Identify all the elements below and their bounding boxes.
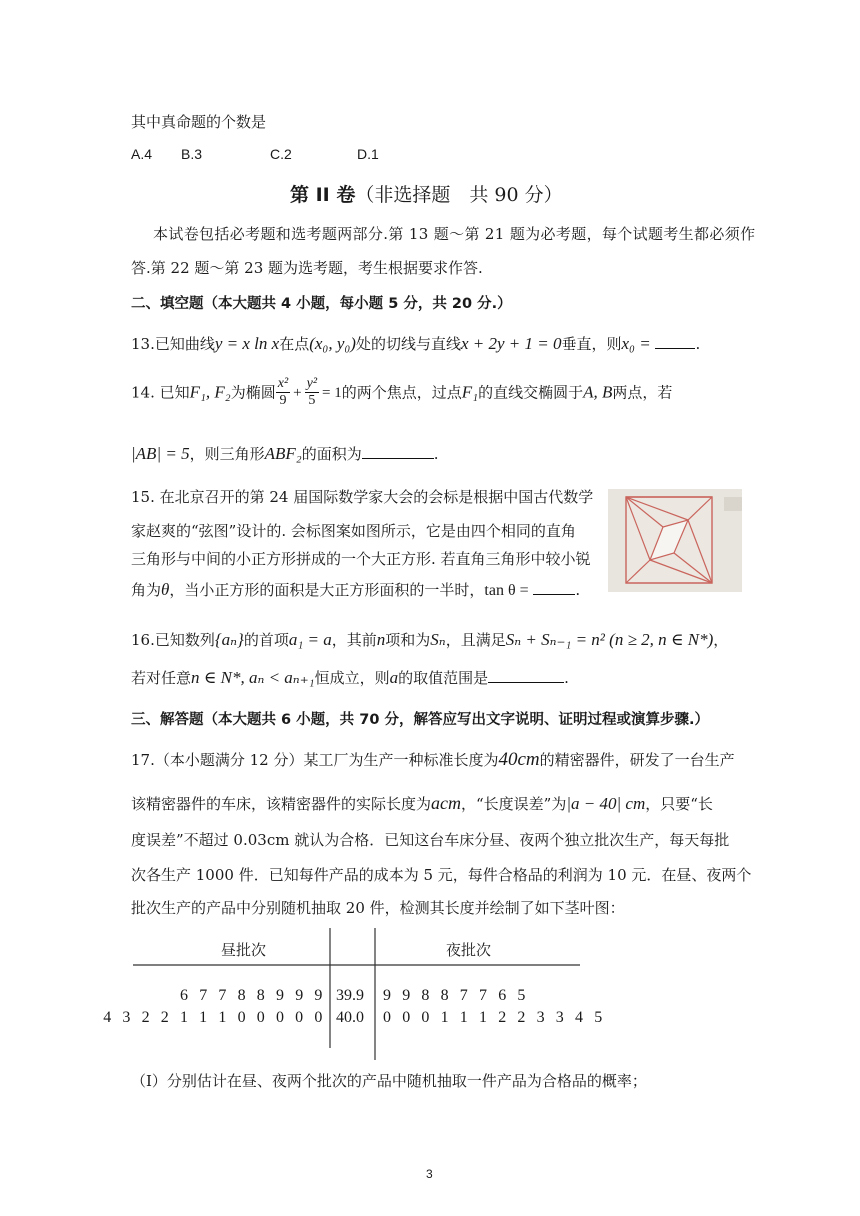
q14-end: . xyxy=(433,445,439,463)
q13-text3: 处的切线与直线 xyxy=(355,335,461,353)
q17-standard-length: 40cm xyxy=(498,749,540,770)
q14-ellipse-frac2: $\frac{\text{y²}}{5}$ xyxy=(306,376,318,408)
q15-end: . xyxy=(575,581,581,599)
q16-text5: ，且满足 xyxy=(445,631,506,649)
option-b: B.3 xyxy=(181,146,203,162)
q15-line2: 家赵爽的“弦图”设计的. 会标图案如图所示，它是由四个相同的直角 xyxy=(131,522,576,540)
q12-tail-line: 其中真命题的个数是 xyxy=(131,113,267,131)
q15-line1: 15. 在北京召开的第 24 届国际数学家大会的会标是根据中国古代数学 xyxy=(131,488,594,506)
q14-text6: ，则三角形 xyxy=(189,445,265,463)
q16-line2 xyxy=(131,668,569,688)
part2-intro-line2: 答.第 22 题～第 23 题为选考题，考生根据要求作答. xyxy=(131,259,483,277)
q14-text1: 14. 已知 xyxy=(131,383,190,402)
section3-heading: 三、解答题（本大题共 6 小题，共 70 分，解答应写出文字说明、证明过程或演算步骤.） xyxy=(131,712,709,728)
q13-text2: 在点 xyxy=(279,335,310,353)
q16-text4: 项和为 xyxy=(385,631,431,649)
q16-text1: 16.已知数列 xyxy=(131,631,215,649)
stem-leaf-night-leaves-row2: 0 0 0 1 1 1 2 2 3 3 4 5 xyxy=(383,1009,606,1026)
q14-text4: 的直线交椭圆于 xyxy=(478,383,584,402)
q17-text2a: 该精密器件的车床，该精密器件的实际长度为 xyxy=(131,795,432,813)
q17-text2c: ，只要“长 xyxy=(645,795,713,813)
q14-text2: 为椭圆 xyxy=(230,383,276,402)
stem-leaf-plot xyxy=(103,928,606,1062)
q14-foci: F₁, F₂ xyxy=(189,382,231,402)
q13-point: (x₀, y₀) xyxy=(309,334,356,353)
q16-first-term: a₁ = a xyxy=(288,630,332,649)
q15-theta: θ xyxy=(161,580,170,599)
q17-line5: 批次生产的产品中分别随机抽取 20 件，检测其长度并绘制了如下茎叶图： xyxy=(131,899,625,917)
stem-leaf-night-leaves-row1: 9 9 8 8 7 7 6 5 xyxy=(383,987,529,1004)
q16-forall: n ∈ N*, aₙ < aₙ₊₁ xyxy=(191,668,315,687)
part2-intro-line1: 本试卷包括必考题和选考题两部分.第 13 题～第 21 题为必考题，每个试题考生都必须作 xyxy=(153,225,756,243)
q17-acm: acm xyxy=(431,793,462,813)
q15-tan: tan θ = xyxy=(484,582,529,599)
q17-line2 xyxy=(131,793,713,814)
q14-plus: + xyxy=(293,384,302,401)
q16-a: a xyxy=(389,668,399,687)
q16-text9: 的取值范围是 xyxy=(398,669,489,687)
q13-answer-blank xyxy=(655,334,695,349)
q15-line3: 三角形与中间的小正方形拼成的一个大正方形. 若直角三角形中较小锐 xyxy=(131,550,591,568)
q13 xyxy=(131,334,700,354)
stem-leaf-night-header: 夜批次 xyxy=(446,941,492,959)
q16-condition: Sₙ + Sₙ₋₁ = n² (n ≥ 2, n ∈ N*) xyxy=(505,630,714,649)
q14-triangle: ABF₂ xyxy=(264,444,302,463)
xian-diagram-figure xyxy=(608,489,742,592)
q14-text3: 的两个焦点，过点 xyxy=(341,383,462,402)
q14-ab-len: |AB| = 5 xyxy=(131,444,190,463)
xian-diagram-svg xyxy=(608,489,742,592)
q14-answer-blank xyxy=(362,444,434,459)
q16-end: . xyxy=(564,669,569,687)
q16-text8: 恒成立，则 xyxy=(314,669,390,687)
q15-answer-blank xyxy=(533,580,575,595)
q14-eq1: = 1 xyxy=(322,384,342,401)
q13-ask: x₀ = xyxy=(621,334,651,353)
part2-title-rest: （非选择题 共 90 分） xyxy=(355,184,563,206)
q13-line-eq: x + 2y + 1 = 0 xyxy=(460,334,562,353)
page-number: 3 xyxy=(426,1167,433,1181)
q16-n: n xyxy=(376,630,386,649)
option-a: A.4 xyxy=(131,146,153,162)
stem-leaf-day-header: 昼批次 xyxy=(221,941,267,959)
q14-ab: A, B xyxy=(583,382,613,402)
option-c: C.2 xyxy=(270,146,292,162)
part2-title xyxy=(290,180,563,207)
q16-sn: Sₙ xyxy=(430,630,446,649)
q14-f1: F₁ xyxy=(461,382,479,402)
part2-title-bold: 第 II 卷 xyxy=(290,184,356,206)
q17-line1 xyxy=(131,750,735,770)
section2-heading: 二、填空题（本大题共 4 小题，每小题 5 分，共 20 分.） xyxy=(131,296,512,312)
q17-text1a: 17.（本小题满分 12 分）某工厂为生产一种标准长度为 xyxy=(131,751,499,769)
q16-text3: ，其前 xyxy=(331,631,377,649)
q13-curve: y = x ln x xyxy=(214,334,280,353)
q16-text6: ， xyxy=(713,631,729,649)
q16-line1 xyxy=(131,630,728,650)
stem-leaf-day-leaves-row1: 6 7 7 8 8 9 9 9 xyxy=(180,987,326,1004)
q15-line4 xyxy=(131,580,580,601)
q17-line3: 度误差”不超过 0.03cm 就认为合格．已知这台车床分昼、夜两个独立批次生产，每天每批 xyxy=(131,831,730,849)
option-d: D.1 xyxy=(357,146,379,162)
q17-line4: 次各生产 1000 件．已知每件产品的成本为 5 元，每件合格品的利润为 10 元．在昼、夜两个 xyxy=(131,866,752,884)
q14-ellipse-frac1: $\frac{\text{x²}}{9}$ xyxy=(277,376,289,408)
q17-sub1: （Ⅰ）分别估计在昼、夜两个批次的产品中随机抽取一件产品为合格品的概率； xyxy=(131,1072,647,1090)
q17-text2b: ，“长度误差”为 xyxy=(461,795,567,813)
q17-error: |a − 40| cm xyxy=(566,794,646,813)
q16-answer-blank xyxy=(488,668,564,683)
stem-leaf-stem-row2: 40.0 xyxy=(336,1009,364,1026)
q16-text2: 的首项 xyxy=(243,631,289,649)
q13-text1: 13.已知曲线 xyxy=(131,335,215,353)
q14-line2 xyxy=(131,444,438,464)
q14-line1 xyxy=(131,376,672,409)
stem-leaf-stem-row1: 39.9 xyxy=(336,987,364,1004)
q17-text1b: 的精密器件，研发了一台生产 xyxy=(539,751,735,769)
q14-text5: 两点，若 xyxy=(612,383,673,402)
q15-text4a: 角为 xyxy=(131,581,162,599)
q15-text4b: ，当小正方形的面积是大正方形面积的一半时， xyxy=(169,581,485,599)
q13-text4: 垂直，则 xyxy=(561,335,622,353)
q16-seq: {aₙ} xyxy=(214,630,244,649)
stem-leaf-day-leaves-row2: 4 3 2 2 1 1 1 0 0 0 0 0 xyxy=(103,1009,326,1026)
q13-end: . xyxy=(695,335,701,353)
q16-text7: 若对任意 xyxy=(131,669,192,687)
q14-text7: 的面积为 xyxy=(301,445,362,463)
